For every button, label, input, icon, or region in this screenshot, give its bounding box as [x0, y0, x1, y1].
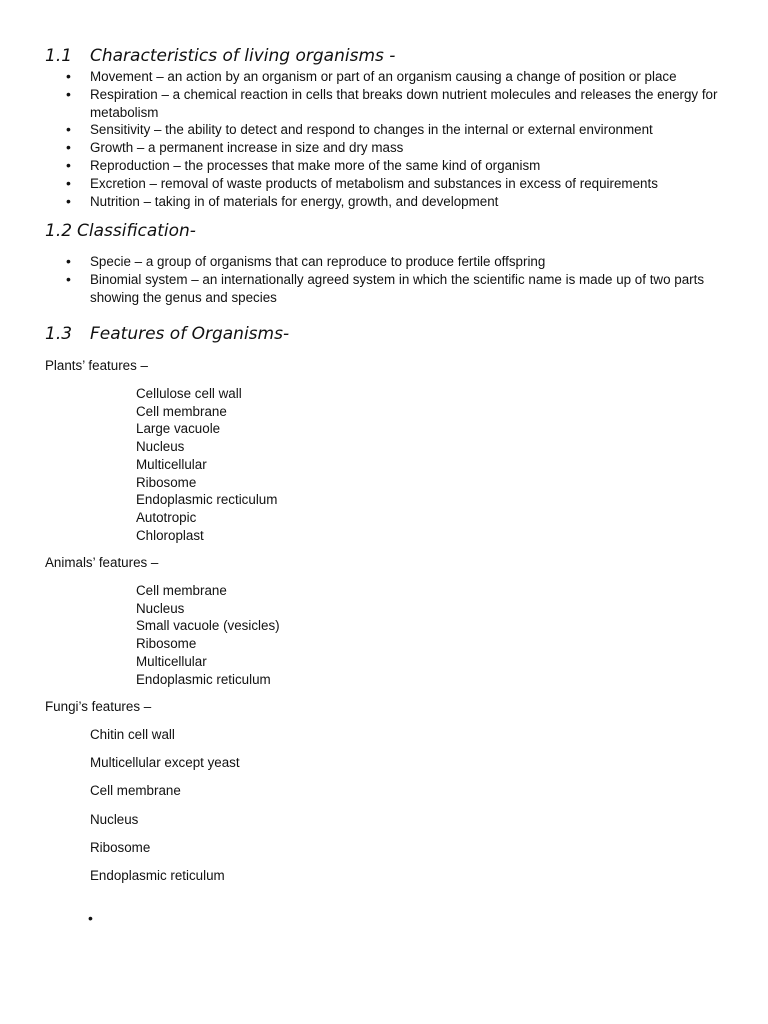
bullet-icon: • [66, 68, 71, 84]
list-item: Cellulose cell wall [136, 386, 242, 401]
list-item: Ribosome [136, 636, 197, 652]
animals-features-label: Animals’ features – [45, 555, 159, 570]
section-title: Characteristics of living organisms - [90, 46, 396, 66]
list-item: • Sensitivity – the ability to detect and respond to changes in the internal or external environment [66, 121, 653, 138]
list-item: • Excretion – removal of waste products of metabolism and substances in excess of requirements [66, 174, 658, 191]
section-heading-1-1 [45, 46, 395, 66]
list-item: Endoplasmic reticulum [136, 671, 271, 687]
bullet-icon: • [66, 85, 71, 102]
list-item: Ribosome [90, 839, 151, 855]
list-item: Large vacuole [136, 421, 221, 437]
list-item: Autotropic [136, 509, 197, 525]
list-item: Multicellular [136, 456, 207, 472]
list-item: • Reproduction – the processes that make more of the same kind of organism [66, 156, 541, 173]
bullet-icon: • [66, 192, 71, 209]
bullet-icon: • [66, 174, 71, 191]
list-item: Endoplasmic reticulum [90, 868, 225, 884]
list-item: • Movement – an action by an organism or part of an organism causing a change of position or place [66, 68, 677, 84]
bullet-icon: • [66, 121, 71, 138]
list-item: Ribosome [136, 474, 197, 490]
list-item: Small vacuole (vesicles) [136, 618, 280, 634]
list-item: • Growth – a permanent increase in size and dry mass [66, 139, 404, 156]
section-heading-1-3 [45, 324, 289, 344]
list-item: • Specie – a group of organisms that can reproduce to produce fertile offspring [66, 253, 546, 269]
list-item: Cell membrane [136, 583, 227, 598]
list-item: Multicellular [136, 653, 207, 669]
plants-features-label: Plants’ features – [45, 358, 148, 373]
fungi-features-label: Fungi’s features – [45, 699, 152, 714]
list-item: Chitin cell wall [90, 727, 175, 742]
classification-list [0, 253, 720, 306]
plants-features-list [136, 385, 277, 544]
animals-features-list [136, 582, 280, 688]
fungi-features-list [90, 721, 240, 890]
list-item: Endoplasmic recticulum [136, 492, 278, 508]
bullet-icon: • [66, 139, 71, 156]
list-item: • Nutrition – taking in of materials for energy, growth, and development [66, 192, 499, 209]
section-title: Classification- [77, 221, 196, 241]
section-title: Features of Organisms- [90, 324, 290, 344]
list-item: Nucleus [136, 600, 185, 616]
section-number: 1.2 [45, 221, 73, 241]
list-item: Chloroplast [136, 527, 204, 543]
empty-bullet-icon: • [88, 910, 93, 926]
bullet-icon: • [66, 253, 71, 269]
characteristics-list [0, 68, 720, 210]
list-item: Nucleus [90, 811, 139, 827]
list-item: Nucleus [136, 439, 185, 455]
list-item: Multicellular except yeast [90, 755, 240, 771]
section-number: 1.1 [45, 46, 73, 66]
bullet-icon: • [66, 270, 71, 287]
list-item: • Respiration – a chemical reaction in cells that breaks down nutrient molecules and releases the energy for metabolism [66, 85, 718, 120]
list-item: • Binomial system – an internationally agreed system in which the scientific name is made up of two parts showing the genus and species [66, 270, 705, 305]
list-item: Cell membrane [90, 783, 181, 799]
list-item: Cell membrane [136, 403, 227, 419]
bullet-icon: • [66, 156, 71, 173]
section-number: 1.3 [45, 324, 73, 344]
section-heading-1-2 [45, 221, 196, 241]
